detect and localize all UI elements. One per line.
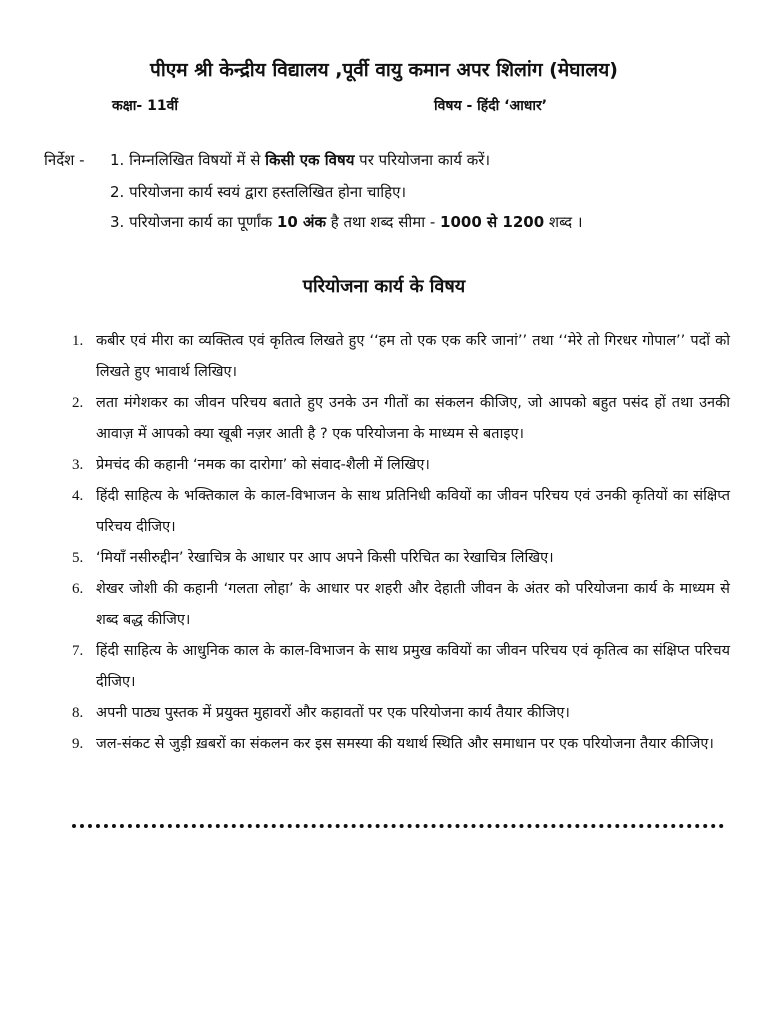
school-title: पीएम श्री केन्द्रीय विद्यालय ,पूर्वी वायु कमान अपर शिलांग (मेघालय) — [150, 59, 618, 81]
topic-number: 3. — [72, 457, 84, 473]
topic-number: 4. — [72, 488, 84, 504]
topic-number: 2. — [72, 395, 84, 411]
list-item — [70, 450, 730, 481]
topic-text: हिंदी साहित्य के भक्तिकाल के काल-विभाजन के साथ प्रतिनिधी कवियों का जीवन परिचय एवं उनकी कृतियों का संक्षिप्त परिचय दीजिए। — [96, 488, 730, 535]
instruction-2-number: 2. — [110, 183, 125, 201]
instruction-1-number: 1. — [110, 151, 125, 169]
list-item — [70, 698, 730, 729]
topic-number: 7. — [72, 643, 84, 659]
instruction-3-marks: 10 अंक — [276, 213, 326, 231]
instruction-3-number: 3. — [110, 213, 125, 231]
topic-text: अपनी पाठ्य पुस्तक में प्रयुक्त मुहावरों और कहावतों पर एक परियोजना कार्य तैयार कीजिए। — [96, 705, 570, 721]
instruction-3-word-limit: 1000 से 1200 — [440, 213, 545, 231]
topic-text: जल-संकट से जुड़ी ख़बरों का संकलन कर इस समस्या की यथार्थ स्थिति और समाधान पर एक परियोजना तैयार कीजिए। — [96, 736, 714, 752]
topic-text: ‘मियाँ नसीरुद्दीन’ रेखाचित्र के आधार पर आप अपने किसी परिचित का रेखाचित्र लिखिए। — [96, 550, 554, 566]
list-item — [70, 481, 730, 543]
topic-list — [70, 326, 730, 760]
instructions-label: निर्देश - — [44, 151, 85, 169]
list-item — [70, 326, 730, 388]
topic-number: 9. — [72, 736, 84, 752]
instruction-3-text-before: परियोजना कार्य का पूर्णांक — [129, 213, 277, 231]
dotted-divider — [72, 824, 724, 828]
list-item — [70, 574, 730, 636]
instruction-1-text-after: पर परियोजना कार्य करें। — [354, 151, 491, 169]
section-heading: परियोजना कार्य के विषय — [302, 276, 466, 297]
instruction-3-text-after: शब्द । — [544, 213, 583, 231]
list-item — [70, 388, 730, 450]
topic-text: प्रेमचंद की कहानी ‘नमक का दारोगा’ को संवाद-शैली में लिखिए। — [96, 457, 430, 473]
topic-text: हिंदी साहित्य के आधुनिक काल के काल-विभाजन के साथ प्रमुख कवियों का जीवन परिचय एवं कृतित्व का संक्षिप्त परिचय दीजिए। — [96, 643, 730, 690]
subject-label: विषय - हिंदी ‘आधार’ — [434, 98, 548, 114]
instruction-3 — [110, 212, 583, 232]
topic-number: 8. — [72, 705, 84, 721]
topic-number: 5. — [72, 550, 84, 566]
list-item — [70, 636, 730, 698]
list-item — [70, 543, 730, 574]
instruction-1-text-before: निम्नलिखित विषयों में से — [129, 151, 266, 169]
instruction-3-text-middle: है तथा शब्द सीमा - — [326, 213, 441, 231]
topic-text: लता मंगेशकर का जीवन परिचय बताते हुए उनके उन गीतों का संकलन कीजिए, जो आपको बहुत पसंद हों तथा उनकी आवाज़ में आपको क्या खूबी नज़र आती है ? एक परियोजना के माध्यम से बताइए। — [96, 395, 730, 442]
topic-number: 6. — [72, 581, 84, 597]
instruction-1-emphasis: किसी एक विषय — [265, 151, 355, 169]
instruction-2 — [110, 182, 406, 202]
instruction-2-text: परियोजना कार्य स्वयं द्वारा हस्तलिखित होना चाहिए। — [129, 183, 407, 201]
topic-text: कबीर एवं मीरा का व्यक्तित्व एवं कृतित्व लिखते हुए ‘‘हम तो एक एक करि जानां’’ तथा ‘‘मेरे तो गिरधर गोपाल’’ पदों को लिखते हुए भावार्थ लिखिए। — [96, 333, 730, 380]
class-label: कक्षा- 11वीं — [112, 98, 178, 114]
instruction-1 — [110, 150, 490, 170]
topic-number: 1. — [72, 333, 84, 349]
topic-text: शेखर जोशी की कहानी ‘गलता लोहा’ के आधार पर शहरी और देहाती जीवन के अंतर को परियोजना कार्य के माध्यम से शब्द बद्ध कीजिए। — [96, 581, 730, 628]
list-item — [70, 729, 730, 760]
